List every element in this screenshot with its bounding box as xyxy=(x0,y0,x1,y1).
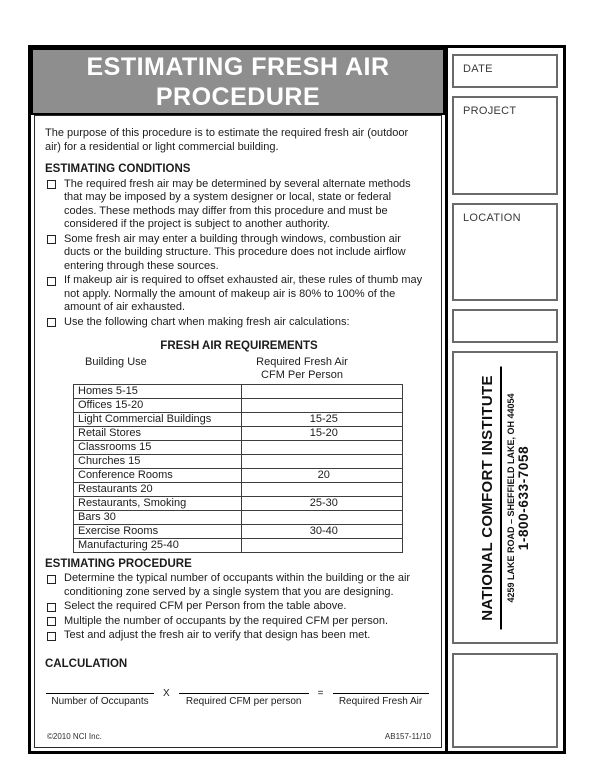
building-use-cell: Offices 15-20 xyxy=(74,398,242,412)
main-column xyxy=(31,48,445,751)
column-header-line-1: Required Fresh Air xyxy=(256,355,348,368)
cfm-cell xyxy=(241,440,402,454)
blank-field-box xyxy=(452,653,558,748)
building-use-cell: Bars 30 xyxy=(74,510,242,524)
building-use-cell: Retail Stores xyxy=(74,426,242,440)
cfm-cell: 30-40 xyxy=(241,524,402,538)
condition-item xyxy=(45,233,433,274)
cfm-cell: 25-30 xyxy=(241,496,402,510)
organization-box xyxy=(452,351,558,644)
required-fresh-air-blank xyxy=(333,693,429,709)
cfm-cell xyxy=(241,538,402,552)
purpose-paragraph: The purpose of this procedure is to estimate the required fresh air (outdoor air) for a residential or light commercial building. xyxy=(45,127,409,153)
occupants-blank xyxy=(46,693,154,709)
building-use-cell: Manufacturing 25-40 xyxy=(74,538,242,552)
condition-text: If makeup air is required to offset exhausted air, these rules of thumb may not apply. Normally the amount of makeup air is 80% to 100% of the amount of air exhausted. xyxy=(64,274,423,313)
procedure-item xyxy=(45,572,433,599)
cfm-cell xyxy=(241,510,402,524)
building-use-cell: Conference Rooms xyxy=(74,468,242,482)
checkbox-icon xyxy=(47,277,56,286)
fresh-air-table-header xyxy=(73,356,405,382)
table-row xyxy=(74,496,403,510)
fresh-air-table-section xyxy=(73,340,405,553)
date-label: DATE xyxy=(463,63,493,75)
checkbox-icon xyxy=(47,180,56,189)
building-use-cell: Homes 5-15 xyxy=(74,384,242,398)
table-row xyxy=(74,510,403,524)
column-header-line-2: CFM Per Person xyxy=(261,368,343,381)
building-use-cell: Classrooms 15 xyxy=(74,440,242,454)
building-use-cell: Exercise Rooms xyxy=(74,524,242,538)
form-title-line-2: PROCEDURE xyxy=(155,83,321,111)
procedure-form xyxy=(28,45,566,754)
procedure-item xyxy=(45,600,433,614)
cfm-cell xyxy=(241,482,402,496)
required-fresh-air-label: Required Fresh Air xyxy=(338,696,423,707)
organization-name: NATIONAL COMFORT INSTITUTE xyxy=(479,374,496,621)
condition-text: Use the following chart when making fresh air calculations: xyxy=(64,315,350,328)
sidebar xyxy=(445,48,563,751)
table-row xyxy=(74,426,403,440)
table-row xyxy=(74,384,403,398)
form-title-banner xyxy=(31,48,445,115)
equals-operator: = xyxy=(317,688,324,699)
procedure-item xyxy=(45,629,433,643)
multiply-operator: X xyxy=(163,688,170,699)
procedure-text: Determine the typical number of occupants within the building or the air conditioning zone served by a single system that you are designing. xyxy=(64,572,411,598)
copyright-text: ©2010 NCI Inc. xyxy=(47,731,102,741)
project-label: PROJECT xyxy=(463,105,517,117)
calculation-formula xyxy=(46,688,433,709)
table-row xyxy=(74,524,403,538)
checkbox-icon xyxy=(47,617,56,626)
organization-phone: 1-800-633-7058 xyxy=(516,445,531,550)
project-field-box xyxy=(452,96,558,195)
fresh-air-table-title: FRESH AIR REQUIREMENTS xyxy=(160,340,318,352)
conditions-list xyxy=(45,178,433,331)
cfm-cell xyxy=(241,384,402,398)
organization-address: 4259 LAKE ROAD – SHEFFIELD LAKE, OH 44054 xyxy=(506,392,516,603)
organization-rotated-text xyxy=(456,355,554,640)
table-row xyxy=(74,454,403,468)
form-number: AB157-11/10 xyxy=(384,731,431,741)
checkbox-icon xyxy=(47,575,56,584)
cfm-cell: 15-25 xyxy=(241,412,402,426)
table-row xyxy=(74,482,403,496)
building-use-cell: Restaurants, Smoking xyxy=(74,496,242,510)
checkbox-icon xyxy=(47,603,56,612)
calculation-heading: CALCULATION xyxy=(45,657,128,670)
procedure-text: Multiple the number of occupants by the required CFM per person. xyxy=(64,614,389,627)
blank-field-box xyxy=(452,309,558,343)
condition-text: The required fresh air may be determined by several alternate methods that may be imposed by a system designer or local, state or federal codes. These methods may differ from this procedure and must be considered if the project is subject to another authority. xyxy=(64,177,411,230)
checkbox-icon xyxy=(47,318,56,327)
condition-text: Some fresh air may enter a building through windows, combustion air ducts or the building structure. This procedure does not include airflow entering through these sources. xyxy=(64,232,406,272)
procedure-item xyxy=(45,615,433,629)
cfm-per-person-blank xyxy=(179,693,309,709)
building-use-cell: Churches 15 xyxy=(74,454,242,468)
column-header-building-use: Building Use xyxy=(85,355,147,368)
date-field-box xyxy=(452,54,558,88)
form-footer xyxy=(45,730,433,744)
occupants-label: Number of Occupants xyxy=(51,696,149,707)
conditions-heading: ESTIMATING CONDITIONS xyxy=(45,163,191,175)
procedure-text: Select the required CFM per Person from the table above. xyxy=(64,600,347,612)
checkbox-icon xyxy=(47,632,56,641)
organization-divider xyxy=(500,366,502,628)
cfm-per-person-label: Required CFM per person xyxy=(185,696,302,707)
procedure-heading: ESTIMATING PROCEDURE xyxy=(45,557,192,570)
table-row xyxy=(74,412,403,426)
cfm-cell xyxy=(241,398,402,412)
table-row xyxy=(74,440,403,454)
building-use-cell: Restaurants 20 xyxy=(74,482,242,496)
table-row xyxy=(74,398,403,412)
form-title-line-1: ESTIMATING FRESH AIR xyxy=(86,53,390,81)
checkbox-icon xyxy=(47,235,56,244)
table-row xyxy=(74,468,403,482)
condition-item xyxy=(45,316,433,330)
building-use-cell: Light Commercial Buildings xyxy=(74,412,242,426)
procedure-text: Test and adjust the fresh air to verify that design has been met. xyxy=(64,629,371,641)
location-label: LOCATION xyxy=(463,212,521,224)
table-row xyxy=(74,538,403,552)
column-header-required-cfm xyxy=(227,356,377,382)
condition-item xyxy=(45,274,433,315)
cfm-cell: 15-20 xyxy=(241,426,402,440)
main-content xyxy=(34,115,442,748)
location-field-box xyxy=(452,203,558,301)
fresh-air-table xyxy=(73,384,403,553)
condition-item xyxy=(45,178,433,232)
procedure-list xyxy=(45,572,433,644)
cfm-cell: 20 xyxy=(241,468,402,482)
cfm-cell xyxy=(241,454,402,468)
